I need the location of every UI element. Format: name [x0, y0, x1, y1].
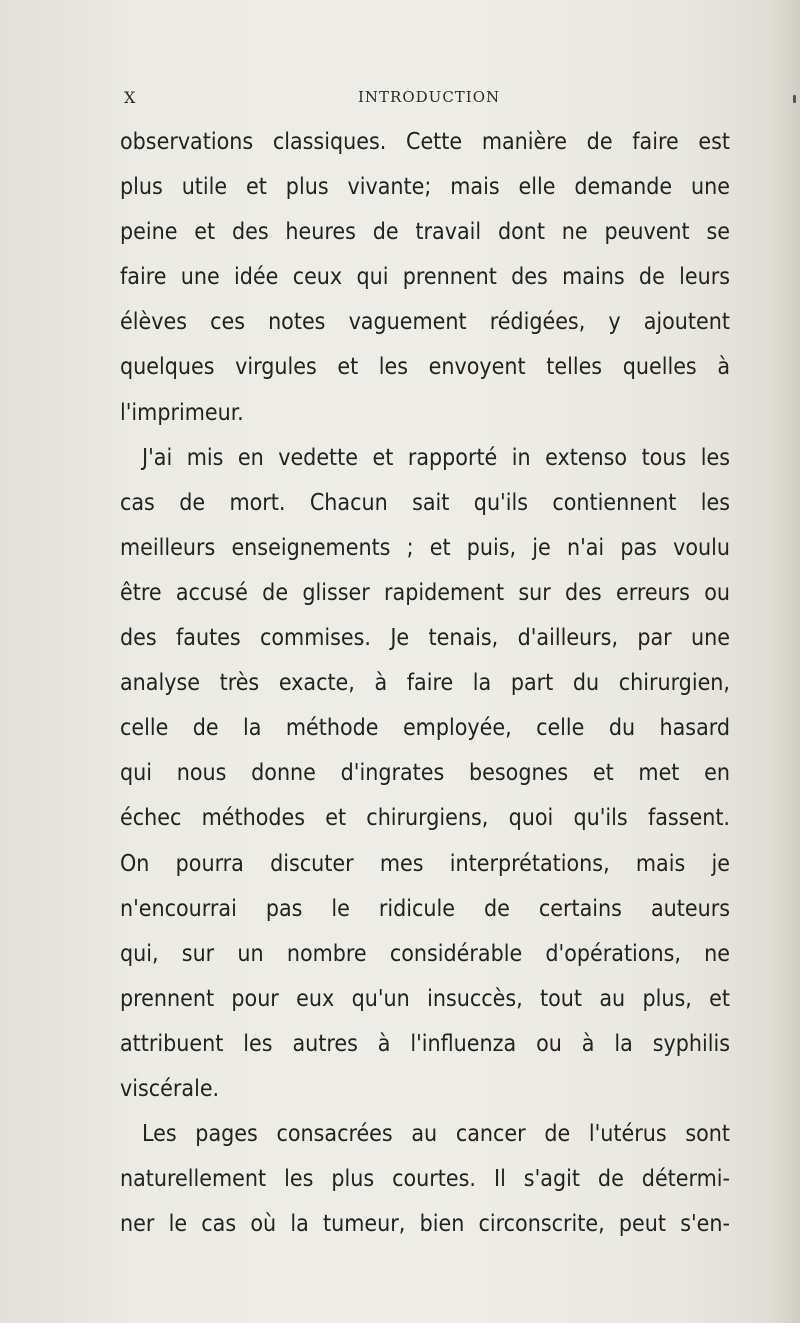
text-line: plus utile et plus vivante; mais elle demande une — [120, 174, 730, 201]
text-line: attribuent les autres à l'influenza ou à la syphilis — [120, 1030, 730, 1057]
text-line: cas de mort. Chacun sait qu'ils contiennent les — [120, 489, 730, 516]
text-line: n'encourrai pas le ridicule de certains auteurs — [120, 895, 730, 922]
text-line: naturellement les plus courtes. Il s'agit de détermi- — [120, 1166, 730, 1193]
text-line: qui, sur un nombre considérable d'opérations, ne — [120, 940, 730, 967]
text-line: observations classiques. Cette manière de faire est — [120, 129, 730, 155]
page-number: X — [124, 88, 137, 107]
text-line: échec méthodes et chirurgiens, quoi qu'ils fassent. — [120, 805, 730, 832]
text-line: On pourra discuter mes interprétations, mais je — [120, 850, 730, 877]
text-line: être accusé de glisser rapidement sur des erreurs ou — [120, 579, 730, 606]
text-line: ner le cas où la tumeur, bien circonscrite, peut s'en- — [120, 1211, 730, 1238]
page-edge-shadow — [772, 0, 800, 1323]
body-text — [120, 120, 730, 1247]
text-line: viscérale. — [120, 1075, 220, 1102]
text-line: peine et des heures de travail dont ne peuvent se — [120, 219, 730, 246]
page-header — [0, 88, 800, 112]
text-line: qui nous donne d'ingrates besognes et met en — [120, 760, 730, 787]
text-line: prennent pour eux qu'un insuccès, tout au plus, et — [120, 985, 730, 1012]
text-line: élèves ces notes vaguement rédigées, y ajoutent — [120, 309, 730, 336]
text-line: quelques virgules et les envoyent telles quelles à — [120, 354, 730, 381]
text-line: l'imprimeur. — [120, 399, 244, 426]
text-line: des fautes commises. Je tenais, d'ailleurs, par une — [120, 625, 730, 652]
text-line: J'ai mis en vedette et rapporté in extenso tous les — [142, 444, 730, 471]
text-line: Les pages consacrées au cancer de l'utérus sont — [142, 1121, 730, 1148]
text-line: celle de la méthode employée, celle du hasard — [120, 715, 730, 742]
text-line: analyse très exacte, à faire la part du chirurgien, — [120, 670, 730, 697]
text-line: meilleurs enseignements ; et puis, je n'ai pas voulu — [120, 534, 730, 561]
text-line: faire une idée ceux qui prennent des mains de leurs — [120, 264, 730, 291]
running-title: INTRODUCTION — [358, 88, 501, 106]
